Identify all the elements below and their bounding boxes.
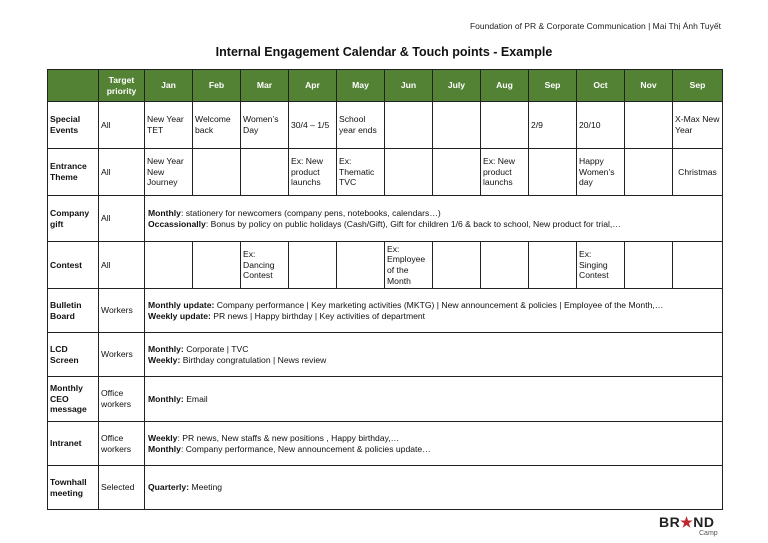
frequency-label: Quarterly: — [148, 482, 190, 493]
activity-line — [148, 311, 720, 322]
frequency-label: Monthly — [148, 207, 181, 218]
activity-text: Corporate | TVC — [183, 343, 249, 354]
activity-text: : Company performance, New announcement & policies update… — [180, 443, 431, 454]
table-row-contest — [48, 242, 723, 289]
row-label: Company gift — [48, 196, 99, 242]
month-cell — [433, 149, 481, 196]
activity-cell — [145, 422, 723, 466]
month-cell: 2/9 — [529, 102, 577, 149]
month-cell: Ex: Thematic TVC — [337, 149, 385, 196]
month-cell — [673, 242, 723, 289]
col-header-blank — [48, 70, 99, 102]
target-cell: All — [99, 196, 145, 242]
month-cell: Happy Women’s day — [577, 149, 625, 196]
row-label: LCD Screen — [48, 333, 99, 377]
month-cell: X-Max New Year — [673, 102, 723, 149]
month-cell: Women’s Day — [241, 102, 289, 149]
brand-subtitle: Camp — [699, 530, 718, 537]
activity-text: Meeting — [189, 482, 223, 493]
row-label: Entrance Theme — [48, 149, 99, 196]
month-cell: Christmas — [673, 149, 723, 196]
star-icon: ★ — [680, 514, 694, 530]
col-header-month: July — [433, 70, 481, 102]
table-row-intranet — [48, 422, 723, 466]
month-cell: Ex: New product launchs — [289, 149, 337, 196]
target-cell: Office workers — [99, 377, 145, 422]
month-cell — [385, 102, 433, 149]
brand-word-b: ND — [693, 514, 715, 530]
row-label: Townhall meeting — [48, 466, 99, 510]
row-label: Contest — [48, 242, 99, 289]
row-label: Intranet — [48, 422, 99, 466]
header-note: Foundation of PR & Corporate Communication | Mai Thị Ánh Tuyết — [469, 21, 721, 31]
table-row-entrance-theme — [48, 149, 723, 196]
month-cell — [145, 242, 193, 289]
activity-text: PR news | Happy birthday | Key activities of department — [210, 310, 426, 321]
col-header-month: Nov — [625, 70, 673, 102]
month-cell — [625, 102, 673, 149]
activity-line — [148, 219, 720, 230]
col-header-month: Oct — [577, 70, 625, 102]
frequency-label: Monthly: — [148, 393, 184, 404]
month-cell — [337, 242, 385, 289]
frequency-label: Weekly — [148, 432, 178, 443]
row-label: Bulletin Board — [48, 289, 99, 333]
frequency-label: Monthly — [148, 443, 181, 454]
col-header-month: Sep — [529, 70, 577, 102]
table-row-special-events — [48, 102, 723, 149]
month-cell: New Year TET — [145, 102, 193, 149]
activity-line — [148, 208, 720, 219]
activity-line — [148, 300, 720, 311]
activity-cell — [145, 466, 723, 510]
activity-line — [148, 355, 720, 366]
target-cell: All — [99, 149, 145, 196]
table-row-bulletin-board — [48, 289, 723, 333]
month-cell — [625, 242, 673, 289]
month-cell — [481, 102, 529, 149]
month-cell — [481, 242, 529, 289]
month-cell: Ex: New product launchs — [481, 149, 529, 196]
activity-text: : PR news, New staffs & new positions , Happy birthday,… — [177, 432, 400, 443]
brand-logo — [659, 514, 723, 537]
col-header-month: May — [337, 70, 385, 102]
target-cell: Selected — [99, 466, 145, 510]
brand-word — [659, 514, 715, 530]
table-row-ceo-message — [48, 377, 723, 422]
activity-text: Company performance | Key marketing activities (MKTG) | New announcement & policies | Employee of the Month,… — [214, 299, 664, 310]
activity-line — [148, 394, 720, 405]
activity-line — [148, 482, 720, 493]
month-cell: 30/4 – 1/5 — [289, 102, 337, 149]
frequency-label: Occassionally — [148, 218, 206, 229]
col-header-month: Apr — [289, 70, 337, 102]
month-cell: School year ends — [337, 102, 385, 149]
month-cell: 20/10 — [577, 102, 625, 149]
month-cell — [433, 242, 481, 289]
target-cell: All — [99, 102, 145, 149]
target-cell: Workers — [99, 333, 145, 377]
brand-word-a: BR — [659, 514, 681, 530]
table-row-lcd-screen — [48, 333, 723, 377]
activity-cell — [145, 196, 723, 242]
month-cell: Welcome back — [193, 102, 241, 149]
activity-text: Birthday congratulation | News review — [180, 354, 327, 365]
frequency-label: Weekly update: — [148, 310, 211, 321]
frequency-label: Weekly: — [148, 354, 181, 365]
month-cell — [193, 242, 241, 289]
target-cell: Office workers — [99, 422, 145, 466]
month-cell — [433, 102, 481, 149]
activity-line — [148, 344, 720, 355]
activity-cell — [145, 377, 723, 422]
month-cell: Ex: Dancing Contest — [241, 242, 289, 289]
activity-text: : Bonus by policy on public holidays (Cash/Gift), Gift for children 1/6 & back to school, New product for trial,… — [205, 218, 621, 229]
header-row — [48, 70, 723, 102]
col-header-month: Jun — [385, 70, 433, 102]
activity-text: Email — [183, 393, 208, 404]
month-cell: New Year New Journey — [145, 149, 193, 196]
frequency-label: Monthly update: — [148, 299, 215, 310]
col-header-month: Sep — [673, 70, 723, 102]
month-cell — [289, 242, 337, 289]
col-header-month: Mar — [241, 70, 289, 102]
target-cell: Workers — [99, 289, 145, 333]
table-row-townhall — [48, 466, 723, 510]
month-cell: Ex: Employee of the Month — [385, 242, 433, 289]
activity-cell — [145, 333, 723, 377]
frequency-label: Monthly: — [148, 343, 184, 354]
row-label: Monthly CEO message — [48, 377, 99, 422]
activity-line — [148, 444, 720, 455]
col-header-month: Jan — [145, 70, 193, 102]
month-cell — [241, 149, 289, 196]
month-cell — [193, 149, 241, 196]
month-cell — [385, 149, 433, 196]
col-header-target: Target priority — [99, 70, 145, 102]
month-cell — [625, 149, 673, 196]
activity-text: : stationery for newcomers (company pens, notebooks, calendars…) — [180, 207, 441, 218]
engagement-calendar-table — [47, 69, 723, 510]
col-header-month: Feb — [193, 70, 241, 102]
activity-line — [148, 433, 720, 444]
target-cell: All — [99, 242, 145, 289]
col-header-month: Aug — [481, 70, 529, 102]
activity-cell — [145, 289, 723, 333]
page-title: Internal Engagement Calendar & Touch points - Example — [215, 45, 553, 59]
row-label: Special Events — [48, 102, 99, 149]
month-cell: Ex: Singing Contest — [577, 242, 625, 289]
table-row-company-gift — [48, 196, 723, 242]
month-cell — [529, 149, 577, 196]
month-cell — [529, 242, 577, 289]
